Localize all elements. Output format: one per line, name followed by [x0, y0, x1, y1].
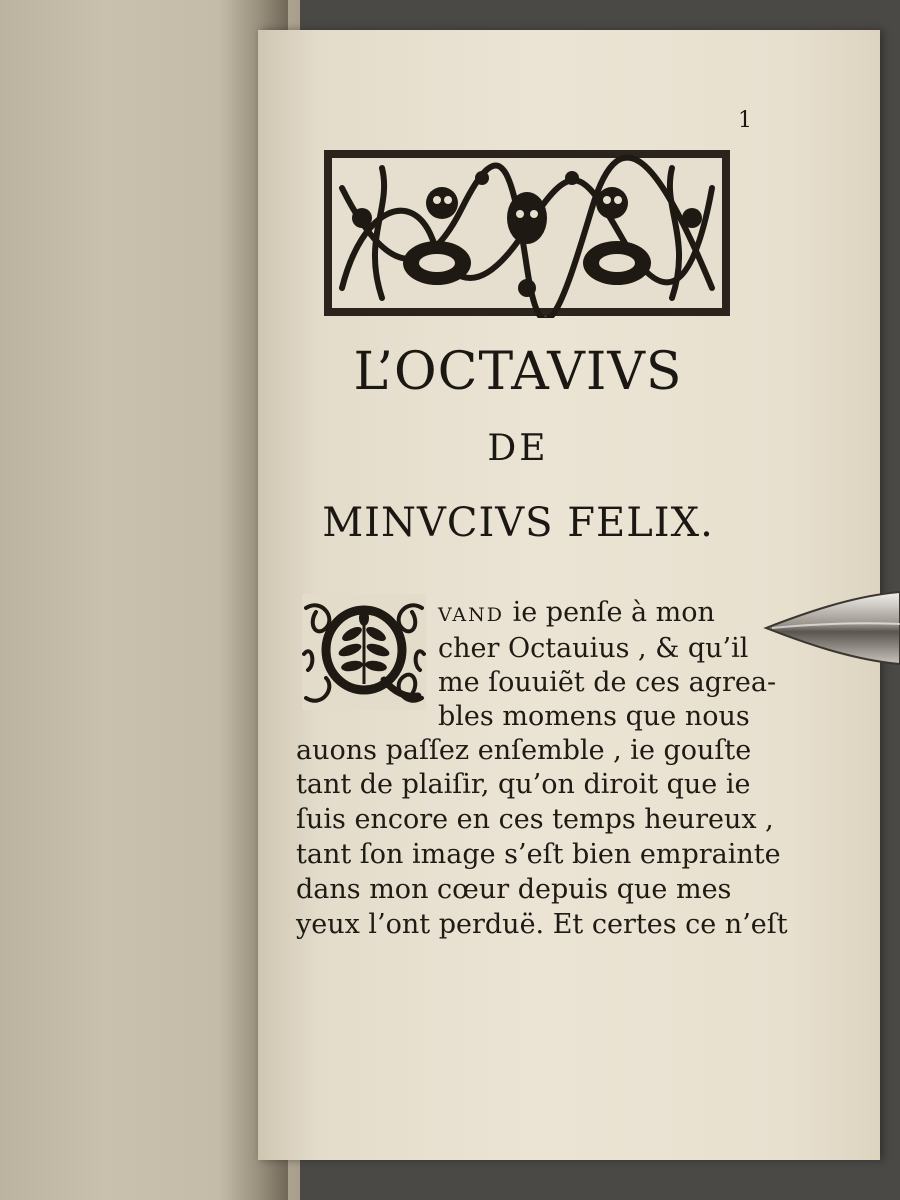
text-line-1-rest: ie penſe à mon [504, 597, 715, 628]
opening-small-caps: VAND [438, 604, 505, 626]
text-line-6: tant de plaiſir, qu’on diroit que ie [296, 769, 751, 800]
text-line-2: cher Octauius , & qu’il [438, 633, 749, 664]
letter-opener-icon [762, 588, 900, 668]
decorated-initial-q-icon [302, 594, 426, 710]
text-line-8: tant ſon image s’eſt bien emprainte [296, 839, 781, 870]
text-line-10: yeux l’ont perduë. Et certes ce n’eſt [296, 909, 788, 940]
title-line-2: DE [487, 428, 549, 469]
page-number: 1 [738, 108, 752, 133]
text-line-9: dans mon cœur depuis que mes [296, 874, 732, 905]
text-line-5: auons paſſez enſemble , ie gouſte [296, 735, 752, 766]
text-line-1 [438, 596, 756, 632]
title-line-3: MINVCIVS FELIX. [322, 500, 714, 546]
title-line-1: L’OCTAVIVS [353, 342, 683, 402]
ornamental-headpiece-icon [322, 148, 732, 318]
text-line-3: me ſouuiẽt de ces agrea- [438, 667, 777, 698]
text-line-4: bles momens que nous [438, 701, 750, 732]
text-line-7: ſuis encore en ces temps heureux , [296, 804, 774, 835]
